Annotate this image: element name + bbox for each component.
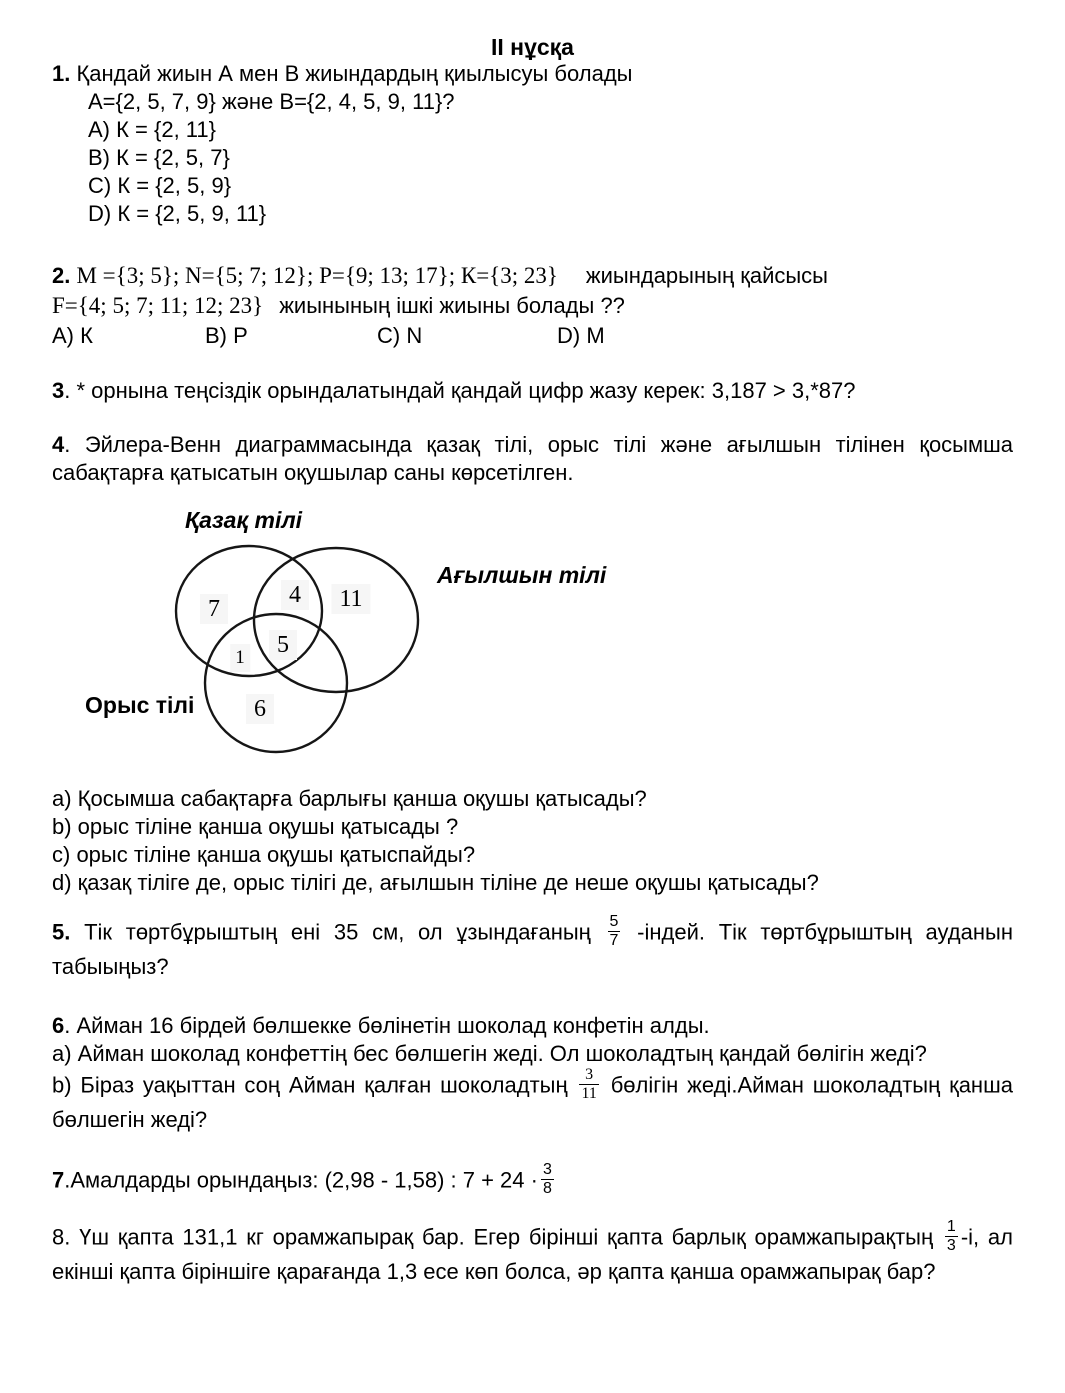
question-1-option-b: В) К = {2, 5, 7} xyxy=(88,145,230,170)
question-6-number: 6 xyxy=(52,1013,65,1038)
question-5-number: 5. xyxy=(52,919,71,945)
venn-value-all-three: 5 xyxy=(269,630,297,660)
question-4-number: 4 xyxy=(52,432,65,457)
question-2-stem-2: жиынының ішкі жиыны болады ?? xyxy=(279,293,625,318)
question-7-text: .Амалдарды орындаңыз: (2,98 - 1,58) : 7 + 24 · xyxy=(64,1167,538,1193)
question-2 xyxy=(52,261,1013,351)
question-4-sub-a: a) Қосымша сабақтарға барлығы қанша оқушы қатысады? xyxy=(52,786,647,811)
fraction-denominator: 3 xyxy=(946,1237,956,1254)
question-2-stem-1: жиындарының қайсысы xyxy=(585,263,828,288)
question-4-subquestions xyxy=(52,785,1013,897)
question-4-text: . Эйлера-Венн диаграммасында қазақ тілі, орыс тілі және ағылшын тілінен қосымша сабақтарға қатысатын оқушылар саны көрсетілген. xyxy=(52,432,1013,485)
question-2-options xyxy=(52,321,1013,351)
question-6-sub-a: a) Айман шоколад конфеттің бес бөлшегін жеді. Ол шоколадтың қандай бөлігін жеді? xyxy=(52,1041,927,1066)
question-2-subset: F={4; 5; 7; 11; 12; 23} xyxy=(52,293,264,318)
question-1-number: 1. xyxy=(52,61,71,86)
question-6-sub-b-text-1: b) Біраз уақыттан соң Айман қалған шоколадтың xyxy=(52,1072,568,1098)
fraction-5-7 xyxy=(608,913,621,950)
question-2-option-a: А) К xyxy=(52,323,93,348)
question-6-sub-b-text-2: бөлігін жеді.Айман шоколадтың қанша бөлшегін жеді? xyxy=(52,1072,1013,1132)
venn-value-kazakh-russian: 1 xyxy=(230,644,250,672)
venn-value-kazakh-only: 7 xyxy=(200,594,228,624)
question-5-text-2: -індей. Тік төртбұрыштың ауданын табыыңыз? xyxy=(52,919,1013,979)
question-4-sub-c: c) орыс тіліне қанша оқушы қатыспайды? xyxy=(52,842,476,867)
venn-diagram xyxy=(52,505,1013,771)
venn-value-english-only: 11 xyxy=(331,584,370,614)
question-3-number: 3 xyxy=(52,378,65,403)
fraction-numerator: 3 xyxy=(542,1161,552,1178)
question-3 xyxy=(52,377,1013,405)
question-6-sub-b xyxy=(52,1068,1013,1135)
fraction-numerator: 3 xyxy=(585,1066,594,1083)
question-6 xyxy=(52,1012,1013,1135)
question-1-text xyxy=(52,60,1013,88)
question-1-option-a: А) К = {2, 11} xyxy=(88,117,216,142)
fraction-denominator: 11 xyxy=(581,1085,597,1102)
question-4-sub-b: b) орыс тіліне қанша оқушы қатысады ? xyxy=(52,814,459,839)
page-title: II нұсқа xyxy=(491,34,574,60)
english-circle xyxy=(254,548,418,692)
question-6-stem xyxy=(52,1012,1013,1040)
fraction-denominator: 8 xyxy=(542,1180,552,1197)
question-8-text-2: -і, ал екінші қапта біріншіге қарағанда 1,3 есе көп болса, әр қапта қанша орамжапырақ бар? xyxy=(52,1224,1013,1284)
fraction-numerator: 5 xyxy=(609,913,619,930)
question-2-option-d: D) М xyxy=(557,323,605,348)
venn-value-russian-only: 6 xyxy=(246,694,274,724)
fraction-1-3 xyxy=(945,1218,958,1255)
question-1-option-d: D) К = {2, 5, 9, 11} xyxy=(88,201,267,226)
fraction-3-8 xyxy=(541,1161,554,1198)
question-7-number: 7 xyxy=(52,1167,65,1193)
question-1-option-c: С) К = {2, 5, 9} xyxy=(88,173,232,198)
fraction-numerator: 1 xyxy=(946,1218,956,1235)
question-1-stem: Қандай жиын А мен В жиындардың қиылысуы болады xyxy=(76,61,633,86)
question-6-text: . Айман 16 бірдей бөлшекке бөлінетін шоколад конфетін алды. xyxy=(64,1013,710,1038)
question-1-given: А={2, 5, 7, 9} және В={2, 4, 5, 9, 11}? xyxy=(88,89,455,114)
fraction-3-11 xyxy=(579,1066,598,1103)
venn-label-kazakh: Қазақ тілі xyxy=(185,507,303,533)
question-8 xyxy=(52,1220,1013,1287)
question-2-option-b: В) Р xyxy=(205,323,248,348)
question-2-number: 2. xyxy=(52,263,71,288)
question-2-line1 xyxy=(52,261,1013,291)
question-2-line2 xyxy=(52,291,1013,321)
question-2-sets: М ={3; 5}; N={5; 7; 12}; Р={9; 13; 17}; К={3; 23} xyxy=(76,263,558,288)
question-4 xyxy=(52,431,1013,487)
question-8-text-1: 8. Үш қапта 131,1 кг орамжапырақ бар. Егер бірінші қапта барлық орамжапырақтың xyxy=(52,1224,934,1250)
question-4-sub-d: d) қазақ тіліге де, орыс тілігі де, ағылшын тіліне де неше оқушы қатысады? xyxy=(52,870,819,895)
question-1 xyxy=(52,60,1013,228)
fraction-denominator: 7 xyxy=(609,932,619,949)
question-2-option-c: С) N xyxy=(377,323,423,348)
venn-label-russian: Орыс тілі xyxy=(85,692,195,718)
question-7 xyxy=(52,1163,1013,1200)
venn-label-english: Ағылшын тілі xyxy=(437,562,607,588)
question-5 xyxy=(52,915,1013,982)
question-3-text: . * орнына теңсіздік орындалатындай қандай цифр жазу керек: 3,187 > 3,*87? xyxy=(64,378,856,403)
question-5-text-1: Тік төртбұрыштың ені 35 см, ол ұзындағаның xyxy=(84,919,591,945)
venn-value-kazakh-english: 4 xyxy=(281,580,309,610)
